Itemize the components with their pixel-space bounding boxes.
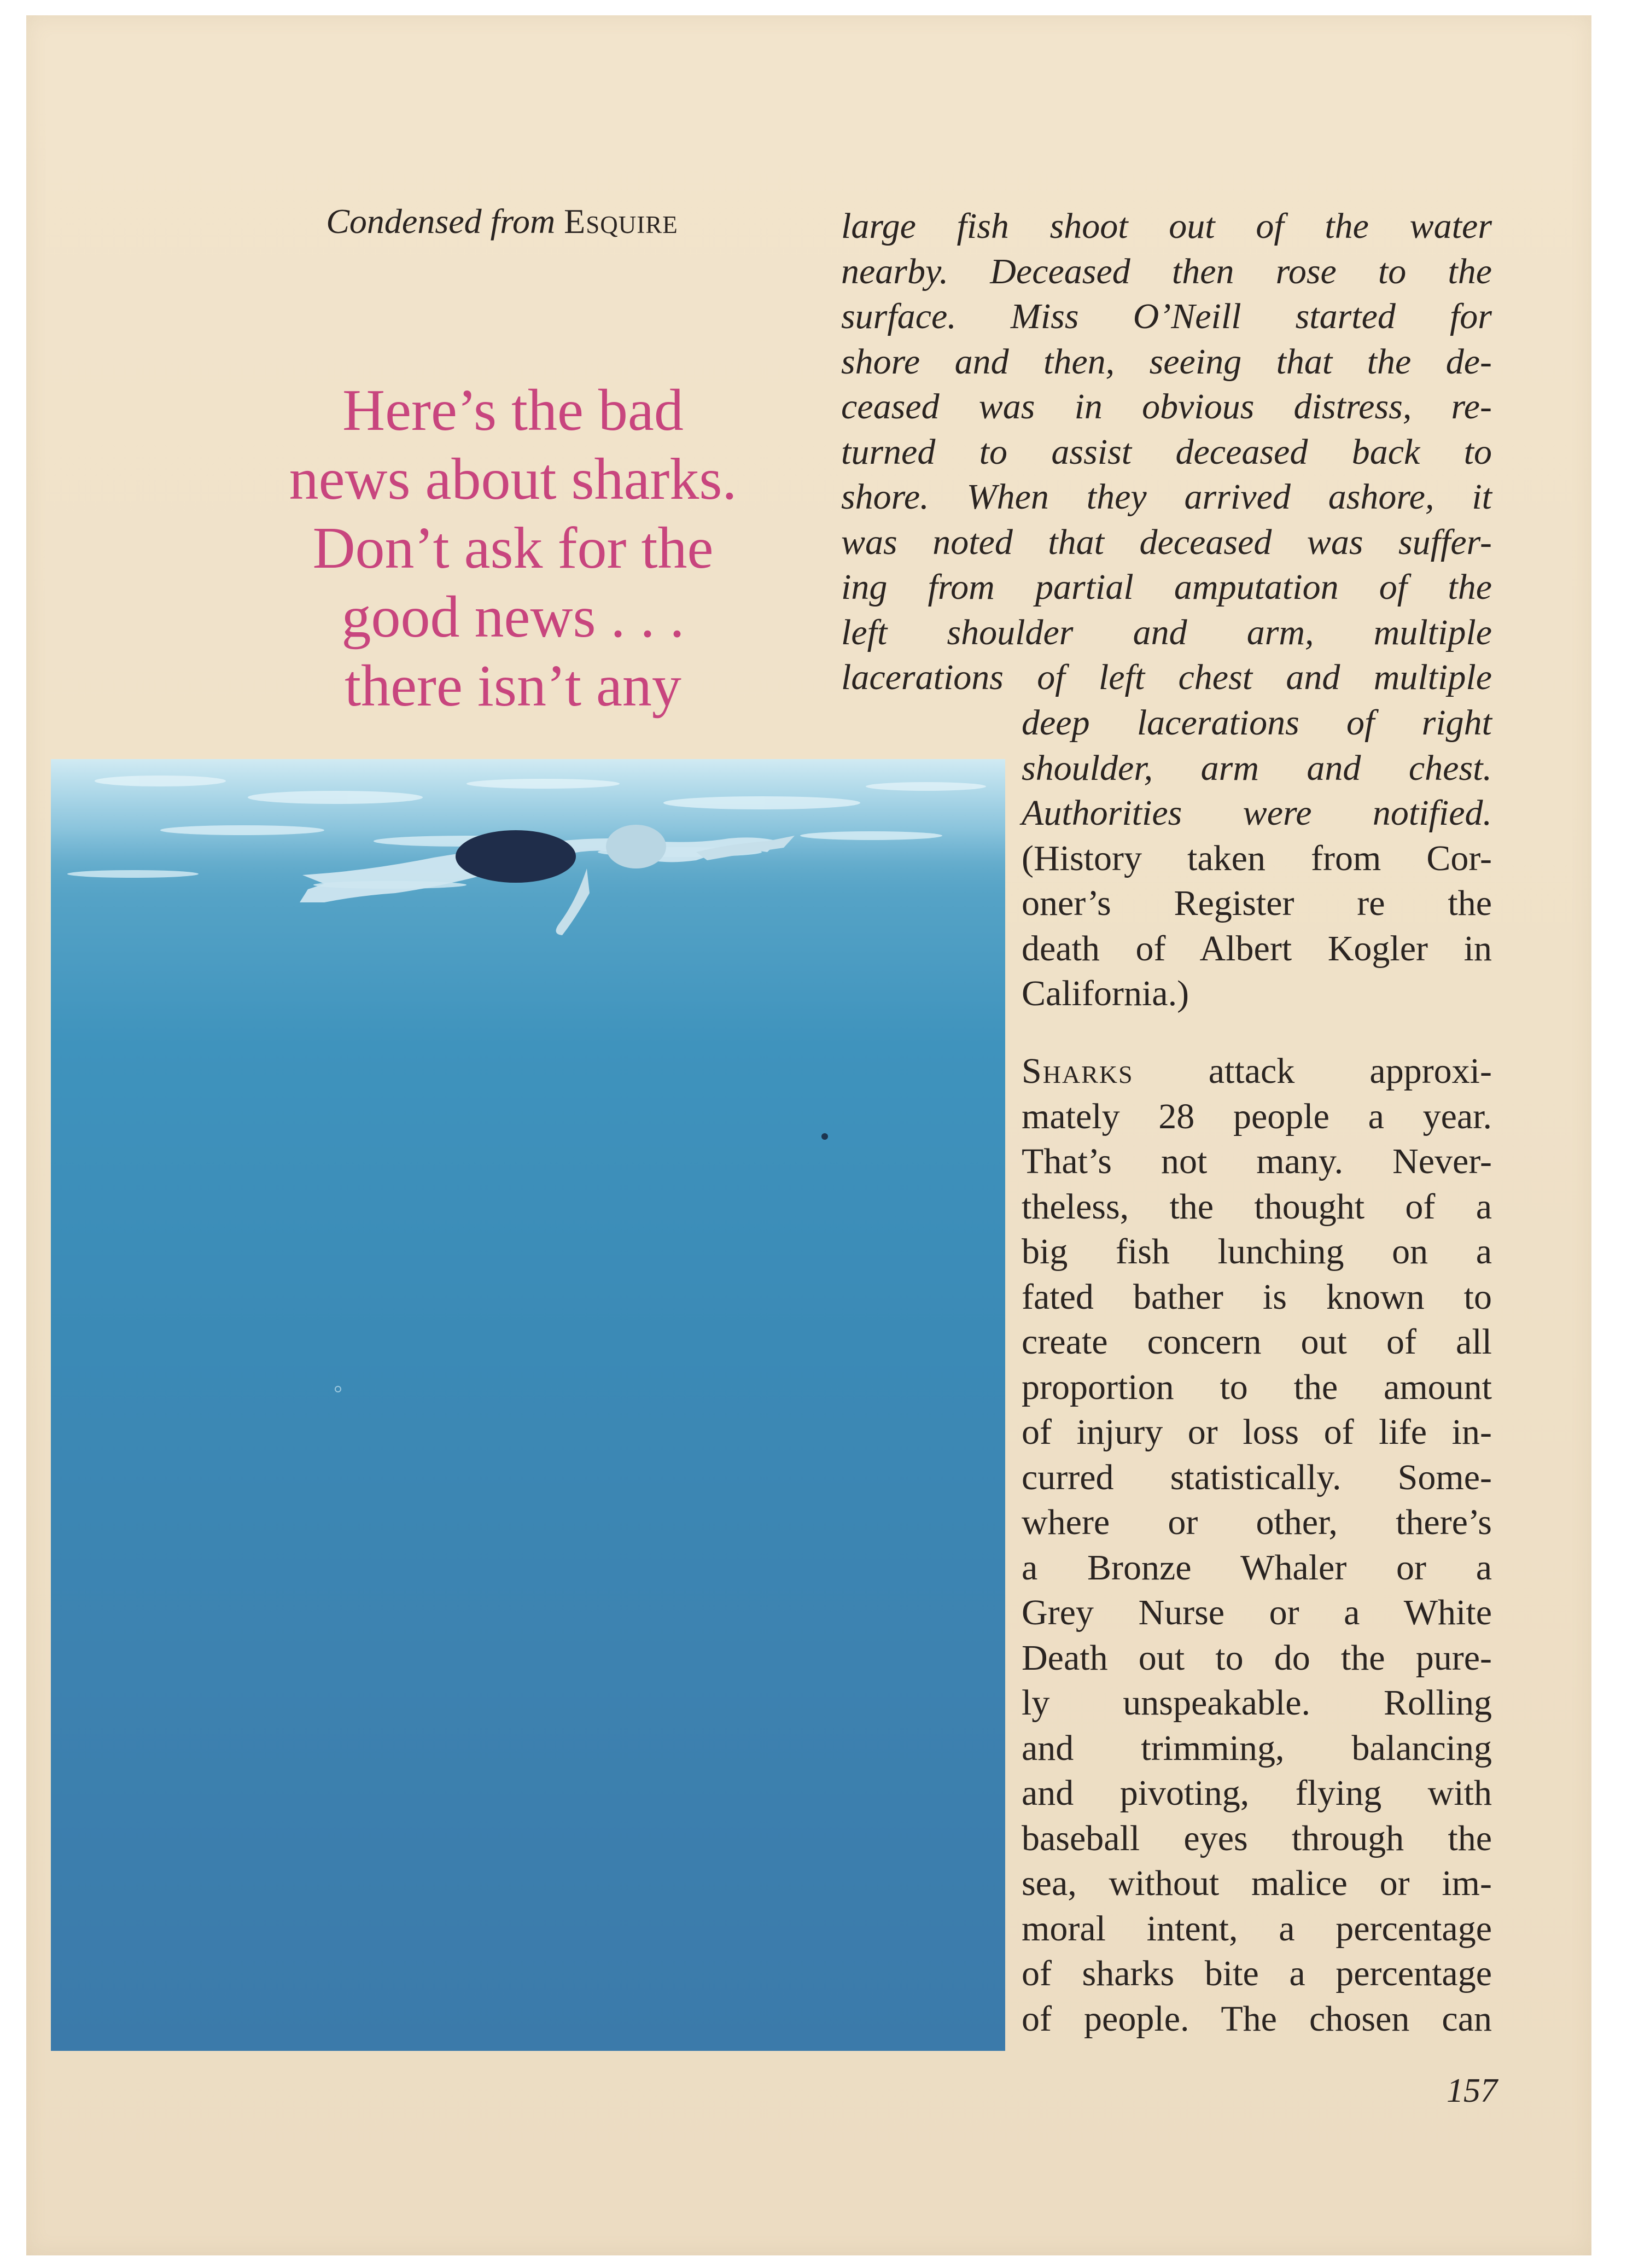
swimmer-underwater-illustration: [51, 759, 1005, 2051]
body-line: mately 28 people a year.: [1022, 1096, 1492, 1136]
page-number: 157: [1447, 2072, 1497, 2109]
source-prefix: Condensed from: [326, 202, 556, 241]
body-line: That’s not many. Never-: [1022, 1141, 1492, 1181]
headline-line: there isn’t any: [345, 654, 681, 719]
source-credit: [283, 201, 721, 242]
coroner-line: shore. When they arrived ashore, it: [841, 477, 1492, 517]
headline-line: Don’t ask for the: [312, 516, 714, 581]
coroner-line: turned to assist deceased back to: [841, 432, 1492, 472]
coroner-line: surface. Miss O’Neill started for: [841, 296, 1492, 336]
coroner-text-wide: [841, 204, 1492, 701]
source-magazine: Esquire: [564, 202, 678, 241]
body-line: and trimming, balancing: [1022, 1728, 1492, 1768]
body-line: of injury or loss of life in-: [1022, 1412, 1492, 1452]
body-line: create concern out of all: [1022, 1322, 1492, 1362]
body-line: Grey Nurse or a White: [1022, 1593, 1492, 1633]
body-line: baseball eyes through the: [1022, 1818, 1492, 1858]
coroner-line: lacerations of left chest and multiple: [841, 657, 1492, 697]
magazine-page: [26, 15, 1591, 2255]
coroner-line: was noted that deceased was suffer-: [841, 522, 1492, 562]
history-line: (History taken from Cor-: [1022, 838, 1492, 878]
swimmer-photo: [51, 759, 1005, 2051]
coroner-line: shoulder, arm and chest.: [1022, 748, 1492, 788]
body-line: and pivoting, flying with: [1022, 1773, 1492, 1813]
body-line: of people. The chosen can: [1022, 1998, 1492, 2039]
coroner-line: ing from partial amputation of the: [841, 567, 1492, 607]
coroner-text-narrow: [1022, 701, 1492, 1017]
body-line: ly unspeakable. Rolling: [1022, 1683, 1492, 1723]
headline-line: news about sharks.: [289, 447, 737, 512]
body-line: where or other, there’s: [1022, 1502, 1492, 1542]
body-lead-word: Sharks: [1022, 1051, 1134, 1091]
body-first-line: [1022, 1049, 1492, 1094]
body-line: sea, without malice or im-: [1022, 1863, 1492, 1903]
coroner-line: left shoulder and arm, multiple: [841, 612, 1492, 652]
coroner-line: deep lacerations of right: [1022, 703, 1492, 743]
body-line: of sharks bite a percentage: [1022, 1954, 1492, 1993]
coroner-line: Authorities were notified.: [1022, 793, 1492, 833]
coroner-line: nearby. Deceased then rose to the: [841, 251, 1492, 291]
headline-line: Here’s the bad: [342, 378, 684, 443]
article-body: [1022, 1049, 1492, 2042]
history-line: California.): [1022, 973, 1189, 1013]
history-line: oner’s Register re the: [1022, 883, 1492, 923]
history-line: death of Albert Kogler in: [1022, 928, 1492, 969]
body-line: theless, the thought of a: [1022, 1186, 1492, 1227]
headline-line: good news . . .: [341, 585, 685, 650]
body-line-text: attack approxi-: [1208, 1051, 1492, 1091]
body-line: proportion to the amount: [1022, 1367, 1492, 1407]
body-line: Death out to do the pure-: [1022, 1637, 1492, 1678]
coroner-line: large fish shoot out of the water: [841, 206, 1492, 246]
coroner-line: ceased was in obvious distress, re-: [841, 387, 1492, 427]
body-line: curred statistically. Some-: [1022, 1457, 1492, 1497]
body-line: a Bronze Whaler or a: [1022, 1547, 1492, 1588]
body-line: fated bather is known to: [1022, 1276, 1492, 1317]
body-line: moral intent, a percentage: [1022, 1908, 1492, 1949]
body-line: big fish lunching on a: [1022, 1232, 1492, 1272]
article-headline: [223, 376, 803, 721]
coroner-line: shore and then, seeing that the de-: [841, 341, 1492, 382]
